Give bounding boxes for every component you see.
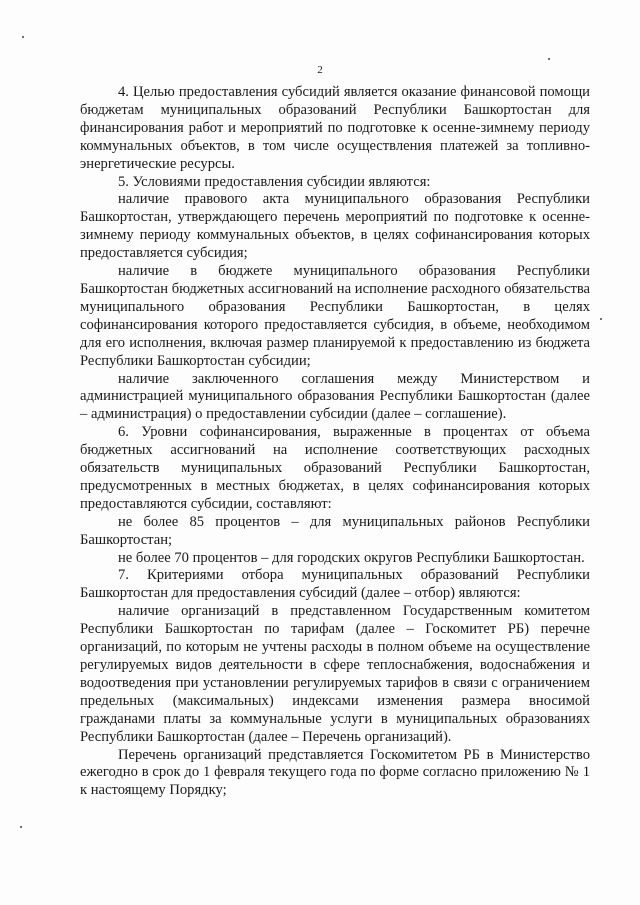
scan-speck — [22, 36, 24, 38]
paragraph-4-goal: 4. Целью предоставления субсидий является оказание финансовой помощи бюджетам муниципальных образований Республики Башкортостан для финансирования работ и мероприятий по подготовке к осенне-зимнему периоду коммунальных объектов, в том числе осуществления платежей за топливно-энергетические ресурсы. — [80, 84, 590, 172]
cofinancing-urban-districts: не более 70 процентов – для городских округов Республики Башкортостан. — [118, 549, 585, 566]
condition-agreement: наличие заключенного соглашения между Министерством и администрацией муниципального образования Республики Башкортостан (далее – администрация) о предоставлении субсидии (далее – соглашение). — [80, 370, 590, 423]
list-submission-deadline: Перечень организаций представляется Госкомитетом РБ в Министерство ежегодно в срок до 1 февраля текущего года по форме согласно приложению № 1 к настоящему Порядку; — [80, 746, 590, 799]
condition-budget-allocations: наличие в бюджете муниципального образования Республики Башкортостан бюджетных ассигнований на исполнение расходного обязательства муниципального образования Республики Башкортостан, в целях софинансирования которого предоставляется субсидия, в объеме, необходимом для его исполнения, включая размер планируемой к предоставлению из бюджета Республики Башкортостан субсидии; — [80, 263, 590, 369]
document-body — [80, 84, 590, 800]
scan-speck — [548, 58, 550, 60]
cofinancing-districts: не более 85 процентов – для муниципальных районов Республики Башкортостан; — [80, 513, 590, 548]
paragraph-5-conditions-heading: 5. Условиями предоставления субсидии являются: — [118, 173, 431, 190]
page-number: 2 — [317, 64, 323, 76]
condition-legal-act: наличие правового акта муниципального образования Республики Башкортостан, утверждающего перечень мероприятий по подготовке к осенне-зимнему периоду коммунальных объектов, в целях софинансирования которых предоставляется субсидия; — [80, 191, 590, 262]
scan-speck — [20, 826, 22, 828]
scan-speck — [600, 318, 602, 320]
criterion-organizations-list: наличие организаций в представленном Государственным комитетом Республики Башкортостан по тарифам (далее – Госкомитет РБ) перечне организаций, по которым не учтены расходы в полном объеме на осуществление регулируемых видов деятельности в сфере теплоснабжения, водоснабжения и водоотведения при установлении регулируемых тарифов в связи с ограничением предельных (максимальных) индексами изменения размера вносимой гражданами платы за коммунальные услуги в муниципальных образованиях Республики Башкортостан (далее – Перечень организаций). — [80, 603, 590, 745]
paragraph-7-selection-criteria: 7. Критериями отбора муниципальных образований Республики Башкортостан для предоставления субсидий (далее – отбор) являются: — [80, 567, 590, 602]
paragraph-6-cofinancing-levels: 6. Уровни софинансирования, выраженные в процентах от объема бюджетных ассигнований на исполнение соответствующих расходных обязательств муниципальных образований Республики Башкортостан, предусмотренных в местных бюджетах, в целях софинансирования которых предоставляются субсидии, составляют: — [80, 424, 590, 512]
